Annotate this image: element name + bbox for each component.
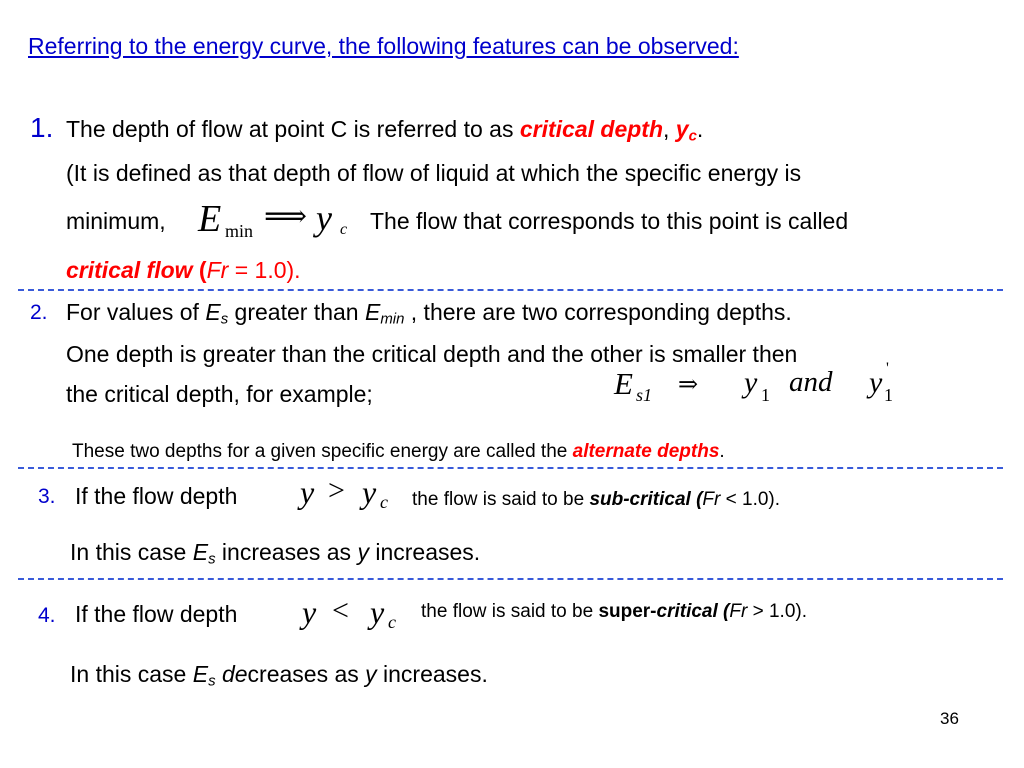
period: . (696, 116, 704, 142)
emin-symbol: $E_{min}$ (364, 299, 405, 328)
item-1-line-3-post: The flow that corresponds to this point is called (370, 208, 849, 234)
item-4-supercritical-statement: the flow is said to be super-critical (Fr > 1.0). (421, 601, 807, 622)
item-2-alternate-depths: These two depths for a given specific energy are called the alternate depths. (72, 441, 725, 462)
item-1-line-4: critical flow (Fr = 1.0). (66, 257, 301, 283)
minimum-label: minimum, (66, 208, 166, 234)
item-3-text: If the flow depth (75, 483, 238, 509)
critical-flow-term: critical flow (66, 257, 193, 283)
item-3-subcritical-statement: the flow is said to be sub-critical (Fr < 1.0). (412, 489, 781, 510)
item-1-line-3 (66, 207, 166, 235)
item-4-conclusion: In this case $E_s$ decreases as y increases. (70, 661, 488, 690)
divider-1 (18, 289, 1003, 291)
divider-2 (18, 467, 1003, 469)
critical-depth-term: critical depth (519, 116, 664, 142)
item-2-line-3: the critical depth, for example; (66, 381, 373, 407)
item-3-number: 3. (38, 485, 56, 508)
comma: , (663, 116, 676, 142)
divider-3 (18, 578, 1003, 580)
es-symbol: $E_s$ (192, 661, 216, 690)
item-3-conclusion: In this case $E_s$ increases as y increases. (70, 539, 481, 568)
item-4-text: If the flow depth (75, 601, 238, 627)
critical-term: critical ( (656, 601, 730, 622)
super-term: super- (598, 601, 657, 622)
critical-depth-symbol: $y_c$ (675, 116, 697, 145)
page-number: 36 (940, 709, 959, 728)
item-1-line-1 (66, 115, 703, 143)
slide-heading[interactable]: Referring to the energy curve, the following features can be observed: (28, 33, 739, 59)
item-1-line-2: (It is defined as that depth of flow of liquid at which the specific energy is (66, 160, 802, 186)
item-1-number: 1. (30, 112, 54, 143)
item-2-line-1: For values of $E_s$ greater than $E_{min}$ , there are two corresponding depths. (66, 299, 792, 328)
es-symbol: $E_s$ (205, 299, 229, 328)
item-2-number: 2. (30, 301, 48, 324)
item-1-text: The depth of flow at point C is referred to as (66, 116, 520, 142)
item-2-line-2: One depth is greater than the critical depth and the other is smaller then (66, 341, 798, 367)
alternate-depths-term: alternate depths (572, 441, 720, 462)
item-4-number: 4. (38, 604, 56, 627)
sub-critical-term: sub-critical ( (589, 489, 703, 510)
es-symbol: $E_s$ (192, 539, 216, 568)
